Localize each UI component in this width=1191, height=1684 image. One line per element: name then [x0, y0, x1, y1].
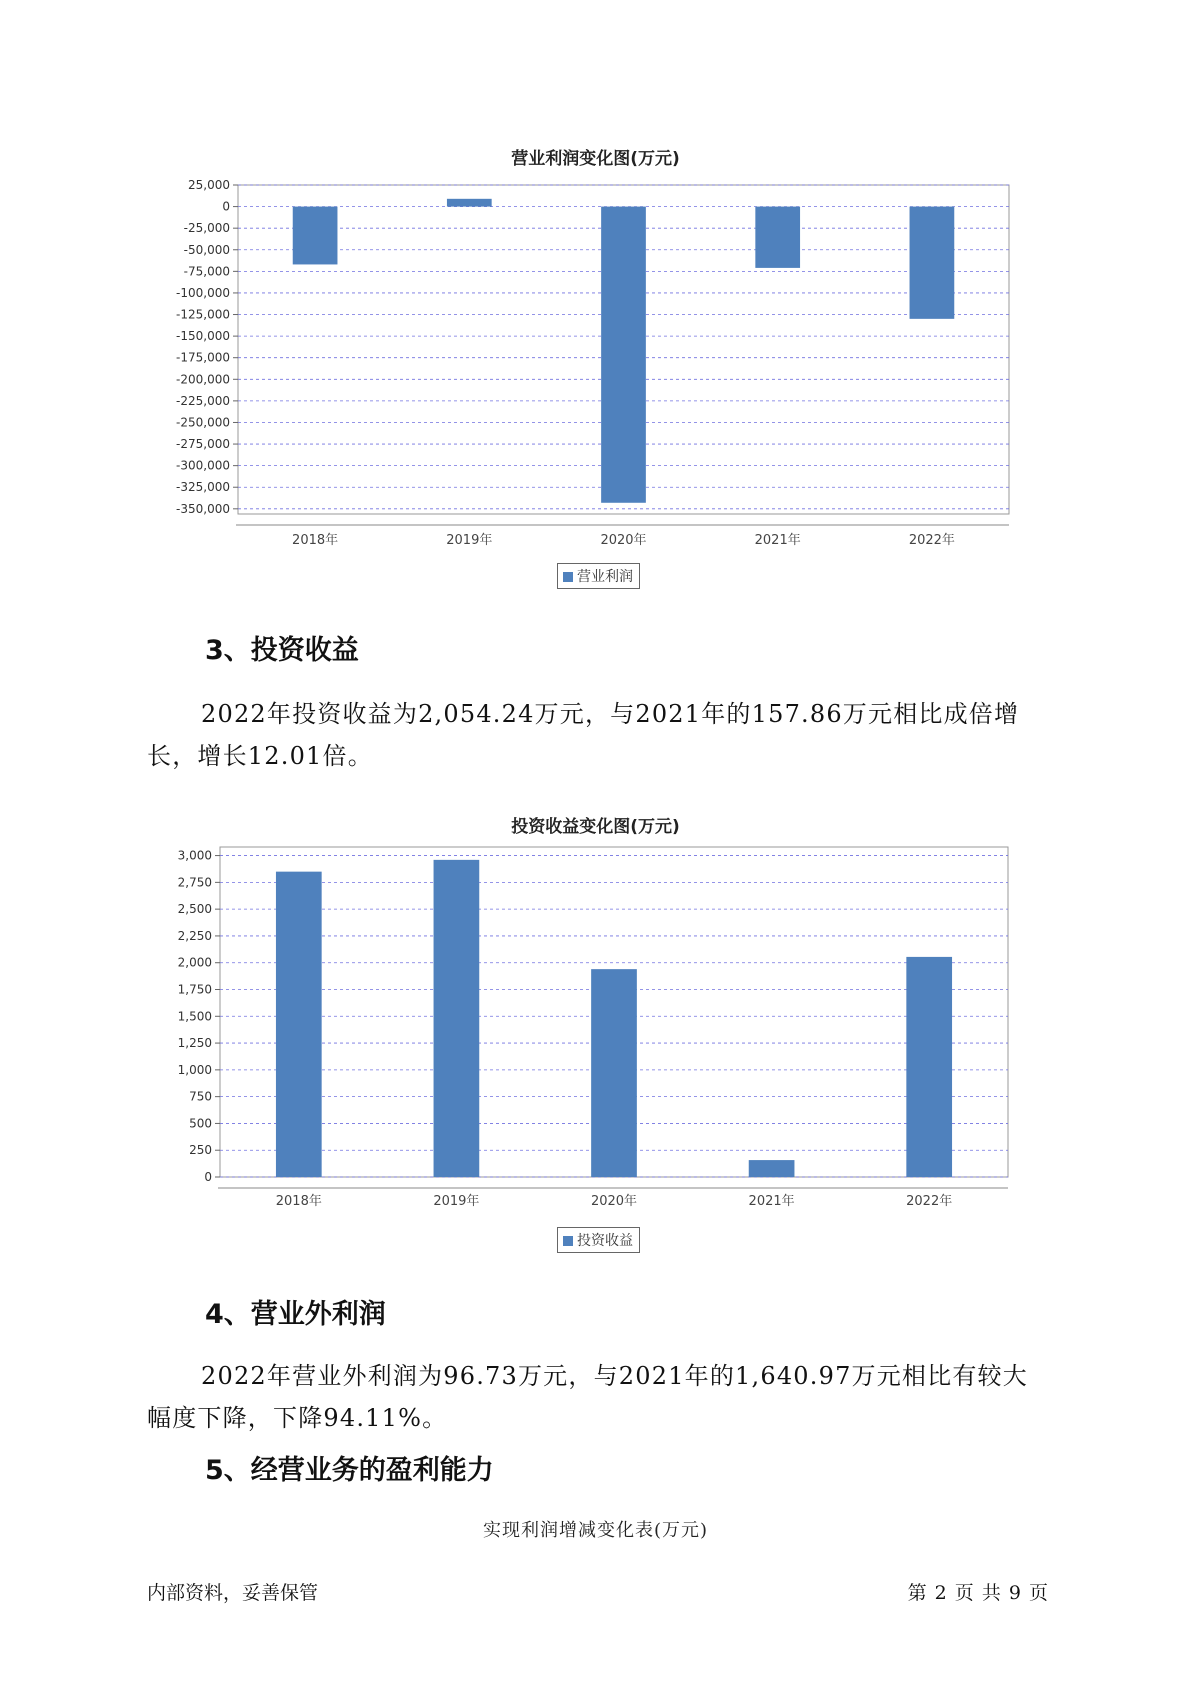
- y-tick-label: 2,000: [177, 955, 212, 970]
- y-tick-label: 1,000: [177, 1062, 212, 1077]
- y-tick-label: 0: [222, 199, 230, 214]
- y-tick-label: -225,000: [176, 393, 230, 408]
- y-tick-label: -200,000: [176, 372, 230, 387]
- bar: [591, 969, 637, 1177]
- x-tick-label: 2022年: [908, 533, 955, 548]
- x-tick-label: 2018年: [275, 1194, 322, 1209]
- x-tick-label: 2021年: [754, 533, 801, 548]
- chart1-title: 营业利润变化图(万元): [511, 149, 680, 169]
- y-tick-label: 1,500: [177, 1009, 212, 1024]
- bar: [749, 1160, 795, 1177]
- x-tick-label: 2020年: [590, 1194, 638, 1209]
- y-tick-label: -275,000: [176, 437, 230, 452]
- y-tick-label: 250: [189, 1143, 212, 1158]
- bar: [276, 872, 322, 1177]
- y-tick-label: -350,000: [176, 501, 230, 516]
- section3-line1: 2022年投资收益为2,054.24万元，与2021年的157.86万元相比成倍增: [201, 700, 1020, 728]
- y-tick-label: 2,500: [177, 902, 212, 917]
- y-tick-label: 3,000: [177, 848, 212, 863]
- y-tick-label: -75,000: [183, 264, 230, 279]
- section3-heading: 3、投资收益: [205, 635, 359, 666]
- section4-line1: 2022年营业外利润为96.73万元，与2021年的1,640.97万元相比有较大: [201, 1362, 1028, 1390]
- x-tick-label: 2021年: [748, 1194, 795, 1209]
- y-tick-label: 750: [189, 1089, 212, 1104]
- y-tick-label: -175,000: [176, 350, 230, 365]
- legend-swatch: [563, 1236, 573, 1246]
- section5-heading: 5、经营业务的盈利能力: [205, 1455, 494, 1486]
- x-tick-label: 2020年: [600, 533, 647, 548]
- y-tick-label: -325,000: [176, 480, 230, 495]
- bar: [434, 860, 480, 1177]
- bar: [906, 957, 952, 1177]
- section3-line2: 长，增长12.01倍。: [147, 742, 373, 770]
- y-tick-label: -150,000: [176, 329, 230, 344]
- section4-line2: 幅度下降，下降94.11%。: [147, 1404, 448, 1432]
- x-tick-label: 2018年: [292, 533, 339, 548]
- y-tick-label: 2,750: [177, 875, 212, 890]
- chart2-legend: [557, 1227, 640, 1253]
- y-tick-label: 1,750: [177, 982, 212, 997]
- y-tick-label: -25,000: [183, 221, 230, 236]
- y-tick-label: 0: [204, 1170, 212, 1184]
- footer-confidential-note: 内部资料，妥善保管: [147, 1582, 319, 1604]
- table-caption: 实现利润增减变化表(万元): [482, 1520, 709, 1541]
- y-tick-label: -50,000: [183, 242, 230, 257]
- y-tick-label: 2,250: [177, 928, 212, 943]
- x-tick-label: 2019年: [446, 533, 493, 548]
- chart2-legend-label: 投资收益: [577, 1233, 633, 1249]
- chart2-title: 投资收益变化图(万元): [511, 817, 680, 837]
- y-tick-label: 25,000: [188, 178, 230, 192]
- chart1-legend-label: 营业利润: [577, 569, 633, 585]
- footer-page-number: 第 2 页 共 9 页: [907, 1582, 1049, 1604]
- section4-heading: 4、营业外利润: [205, 1299, 386, 1330]
- y-tick-label: -100,000: [176, 285, 230, 300]
- y-tick-label: 500: [189, 1116, 212, 1131]
- x-tick-label: 2019年: [433, 1194, 480, 1209]
- section4-paragraph: [147, 1355, 1067, 1439]
- y-tick-label: -125,000: [176, 307, 230, 322]
- y-tick-label: 1,250: [177, 1036, 212, 1051]
- x-tick-label: 2022年: [906, 1194, 953, 1209]
- y-tick-label: -300,000: [176, 458, 230, 473]
- y-tick-label: -250,000: [176, 415, 230, 430]
